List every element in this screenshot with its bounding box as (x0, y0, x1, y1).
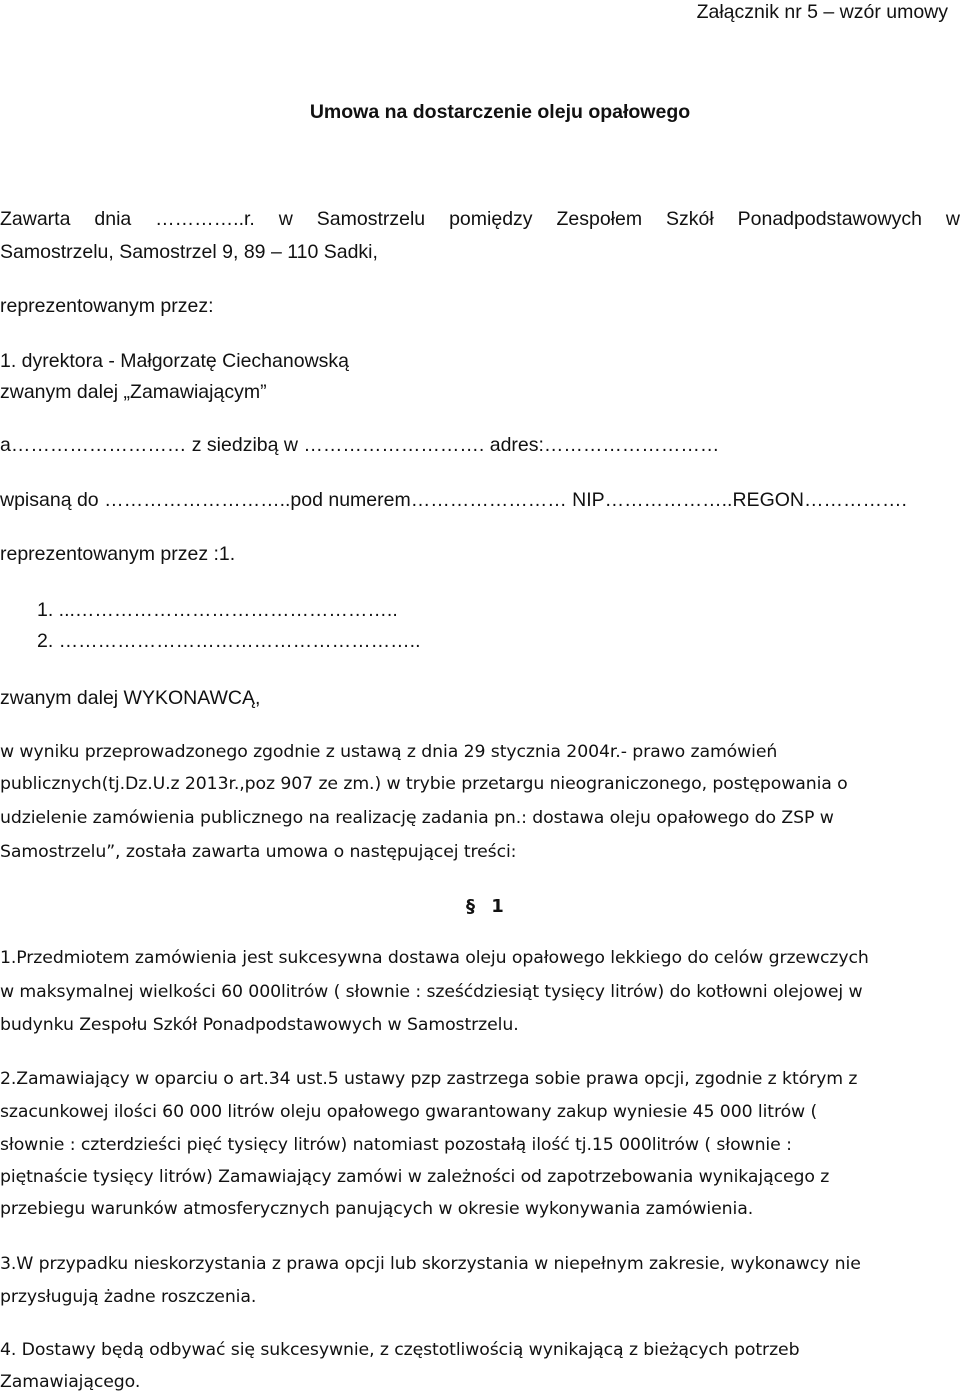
contractor-label: zwanym dalej WYKONAWCĄ, (0, 687, 261, 709)
registry-line: wpisaną do ………………………..pod numerem…………………… NIP………………..REGON……………. (0, 489, 907, 511)
ordering-party-label: zwanym dalej „Zamawiającym” (0, 381, 267, 403)
intro-line-2: Samostrzelu, Samostrzel 9, 89 – 110 Sadki, (0, 241, 378, 263)
paragraph-2-line-1: 2.Zamawiający w oparciu o art.34 ust.5 ustawy pzp zastrzega sobie prawa opcji, zgodnie z którym z (0, 1069, 858, 1089)
preamble-line-2: publicznych(tj.Dz.U.z 2013r.,poz 907 ze zm.) w trybie przetargu nieograniczonego, postępowania o (0, 774, 848, 794)
document-title: Umowa na dostarczenie oleju opałowego (309, 101, 691, 123)
intro-line-1: Zawarta dnia …………..r. w Samostrzelu pomiędzy Zespołem Szkół Ponadpodstawowych w (0, 208, 960, 230)
paragraph-1-line-3: budynku Zespołu Szkół Ponadpodstawowych w Samostrzelu. (0, 1015, 519, 1035)
paragraph-2-line-4: piętnaście tysięcy litrów) Zamawiający zamówi w zależności od zapotrzebowania wynikającego z (0, 1167, 830, 1187)
representative-2: 2. ……………………………………………….. (37, 630, 421, 652)
paragraph-1-line-1: 1.Przedmiotem zamówienia jest sukcesywna dostawa oleju opałowego lekkiego do celów grzewczych (0, 948, 869, 968)
paragraph-2-line-5: przebiegu warunków atmosferycznych panujących w okresie wykonywania zamówienia. (0, 1199, 754, 1219)
paragraph-3-line-2: przysługują żadne roszczenia. (0, 1287, 257, 1307)
represented-by: reprezentowanym przez: (0, 295, 214, 317)
paragraph-2-line-2: szacunkowej ilości 60 000 litrów oleju opałowego gwarantowany zakup wyniesie 45 000 litrów ( (0, 1102, 818, 1122)
section-heading: § 1 (466, 896, 504, 917)
preamble-line-4: Samostrzelu”, została zawarta umowa o następującej treści: (0, 842, 517, 862)
paragraph-4-line-1: 4. Dostawy będą odbywać się sukcesywnie, z częstotliwością wynikającą z bieżących potrzeb (0, 1340, 800, 1360)
represented-by-2: reprezentowanym przez :1. (0, 543, 236, 565)
preamble-line-3: udzielenie zamówienia publicznego na realizację zadania pn.: dostawa oleju opałowego do ZSP w (0, 808, 834, 828)
paragraph-3-line-1: 3.W przypadku nieskorzystania z prawa opcji lub skorzystania w niepełnym zakresie, wykonawcy nie (0, 1254, 861, 1274)
director-line: 1. dyrektora - Małgorzatę Ciechanowską (0, 350, 349, 372)
paragraph-2-line-3: słownie : czterdzieści pięć tysięcy litrów) natomiast pozostałą ilość tj.15 000litrów ( słownie : (0, 1135, 792, 1155)
preamble-line-1: w wyniku przeprowadzonego zgodnie z ustawą z dnia 29 stycznia 2004r.- prawo zamówień (0, 742, 778, 762)
paragraph-4-line-2: Zamawiającego. (0, 1372, 141, 1392)
company-line: a……………………… z siedzibą w ………………………. adres:……………………… (0, 434, 720, 456)
annex-label: Załącznik nr 5 – wzór umowy (696, 1, 948, 23)
paragraph-1-line-2: w maksymalnej wielkości 60 000litrów ( słownie : sześćdziesiąt tysięcy litrów) do kotłowni olejowej w (0, 982, 863, 1002)
representative-1: 1. ...………………………………………….. (37, 599, 398, 621)
